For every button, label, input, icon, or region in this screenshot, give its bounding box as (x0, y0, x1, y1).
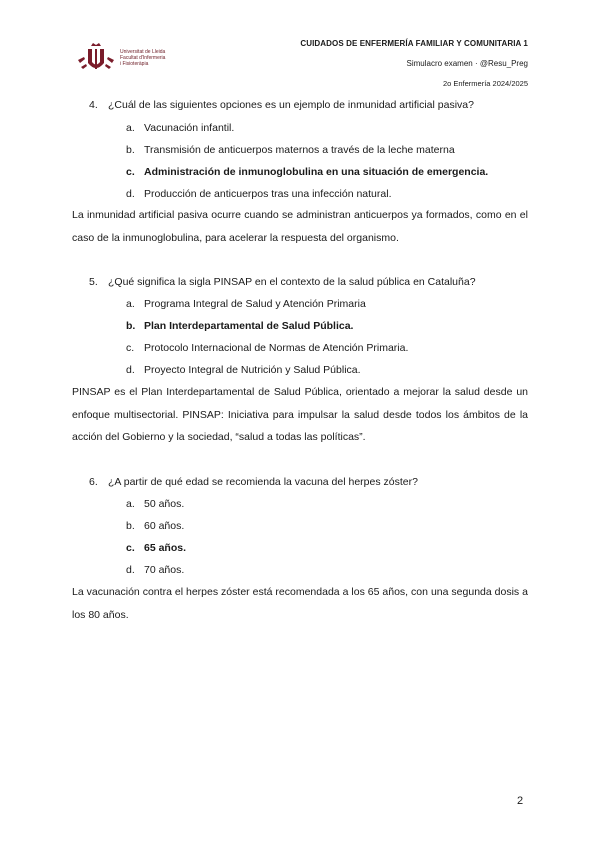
question-text: ¿A partir de qué edad se recomienda la vacuna del herpes zóster? (108, 476, 418, 488)
question-text: ¿Cuál de las siguientes opciones es un ejemplo de inmunidad artificial pasiva? (108, 99, 474, 111)
option-letter: c. (126, 342, 135, 354)
option-6c-correct (126, 542, 186, 554)
option-text: Programa Integral de Salud y Atención Primaria (144, 298, 366, 310)
option-text: Plan Interdepartamental de Salud Pública. (144, 320, 354, 332)
option-4a (126, 122, 234, 134)
option-text: Administración de inmunoglobulina en una situación de emergencia. (144, 166, 489, 178)
option-letter: b. (126, 320, 136, 332)
option-text: 70 años. (144, 564, 185, 576)
course-title: CUIDADOS DE ENFERMERÍA FAMILIAR Y COMUNITARIA 1 (300, 39, 528, 48)
option-text: 65 años. (144, 542, 187, 554)
option-5a (126, 298, 366, 310)
logo-wordmark (120, 49, 165, 67)
question-6 (89, 476, 418, 488)
option-6d (126, 564, 184, 576)
question-4 (89, 99, 474, 111)
option-4c-correct (126, 166, 488, 178)
option-text: Proyecto Integral de Nutrición y Salud Pública. (144, 364, 361, 376)
explanation-text: La inmunidad artificial pasiva ocurre cuando se administran anticuerpos ya formados, como en el caso de la inmunoglobulina, para acelerar la respuesta del organismo. (72, 209, 528, 244)
question-number: 5. (89, 276, 98, 288)
option-letter: b. (126, 144, 135, 156)
question-text: ¿Qué significa la sigla PINSAP en el contexto de la salud pública en Cataluña? (108, 276, 476, 288)
question-5 (89, 276, 476, 288)
option-6a (126, 498, 184, 510)
explanation-5 (72, 381, 528, 449)
logo-line: i Fisioteràpia (120, 61, 149, 67)
option-text: Transmisión de anticuerpos maternos a través de la leche materna (144, 144, 455, 156)
option-letter: a. (126, 298, 135, 310)
option-text: 50 años. (144, 498, 185, 510)
course-year: 2o Enfermería 2024/2025 (442, 79, 528, 88)
exam-info: Simulacro examen · @Resu_Preg (406, 59, 528, 68)
explanation-text: PINSAP es el Plan Interdepartamental de Salud Pública, orientado a mejorar la salud desde un enfoque multisectorial. PINSAP: Iniciativa para impulsar la salud desde todos los ámbitos de la acción del Gobierno y la sociedad, “salud a todas las políticas”. (72, 386, 528, 443)
option-text: 60 años. (144, 520, 185, 532)
option-text: Vacunación infantil. (144, 122, 235, 134)
option-letter: a. (126, 498, 135, 510)
explanation-4 (72, 204, 528, 249)
option-letter: d. (126, 564, 135, 576)
option-text: Producción de anticuerpos tras una infección natural. (144, 188, 392, 200)
option-5d (126, 364, 361, 376)
logo-line: Facultat d'Infermeria (120, 55, 166, 61)
option-6b (126, 520, 184, 532)
option-letter: c. (126, 542, 135, 554)
explanation-text: La vacunación contra el herpes zóster está recomendada a los 65 años, con una segunda dosis a los 80 años. (72, 586, 528, 621)
option-4d (126, 188, 391, 200)
question-number: 4. (89, 99, 98, 111)
option-letter: c. (126, 166, 135, 178)
page-number: 2 (517, 795, 524, 807)
question-number: 6. (89, 476, 98, 488)
option-5c (126, 342, 408, 354)
option-letter: b. (126, 520, 135, 532)
explanation-6 (72, 581, 528, 626)
option-letter: a. (126, 122, 135, 134)
option-letter: d. (126, 188, 135, 200)
option-5b-correct (126, 320, 353, 332)
university-shield-icon (76, 40, 116, 76)
option-text: Protocolo Internacional de Normas de Atención Primaria. (144, 342, 409, 354)
option-letter: d. (126, 364, 135, 376)
university-logo (76, 40, 165, 76)
logo-line: Universitat de Lleida (120, 49, 166, 55)
option-4b (126, 144, 455, 156)
